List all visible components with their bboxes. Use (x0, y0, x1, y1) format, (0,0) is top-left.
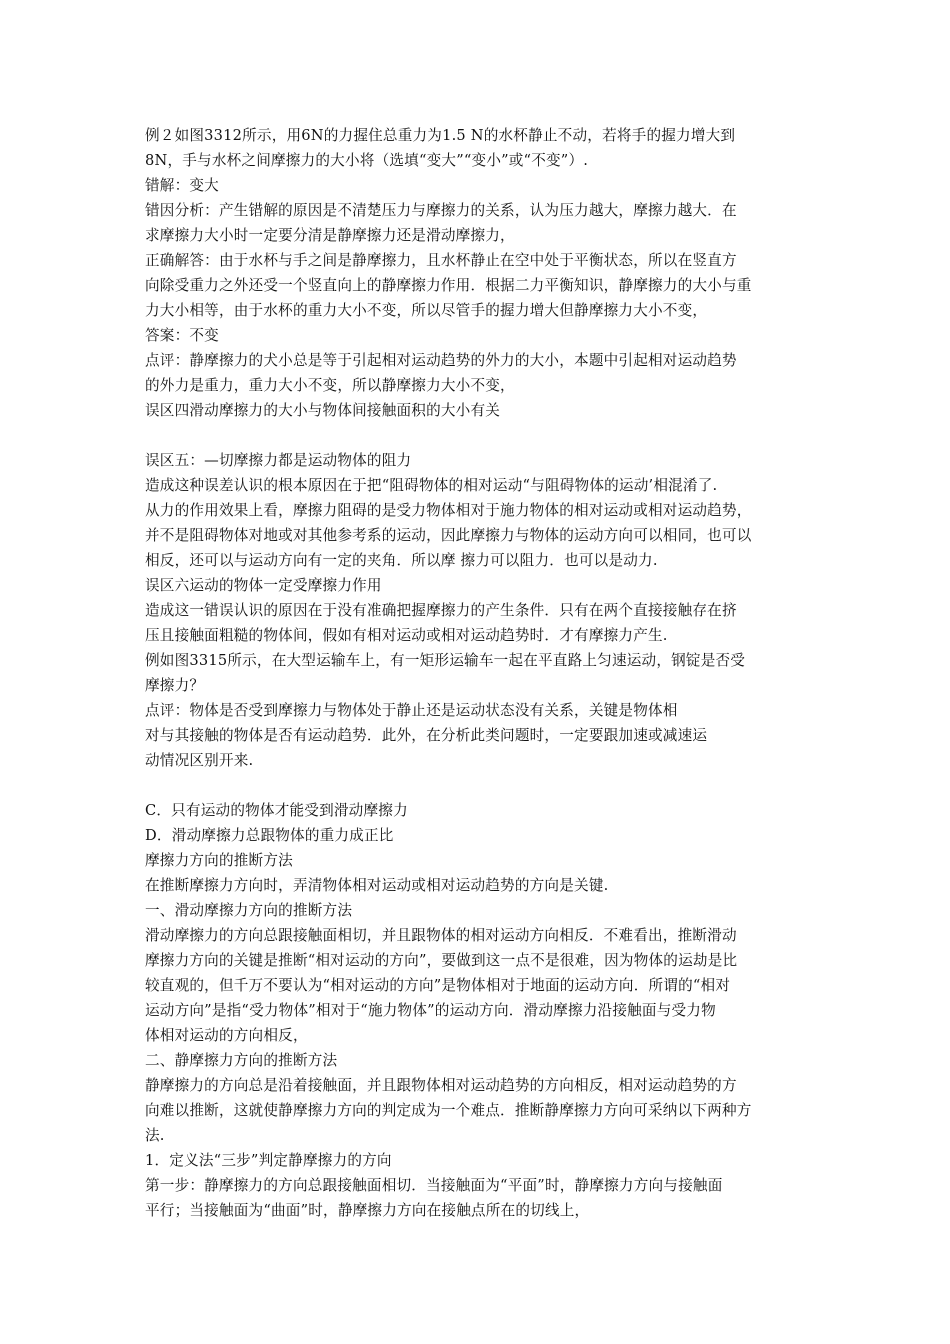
text-line: 对与其接触的物体是否有运动趋势．此外，在分析此类问题时，一定要跟加速或减速运 (145, 727, 708, 744)
text-line: 误区六运动的物体一定受摩擦力作用 (145, 577, 382, 594)
text-line: 向除受重力之外还受一个竖直向上的静摩擦力作用．根据二力平衡知识，静摩擦力的大小与重 (145, 277, 752, 294)
text-line: 在推断摩擦力方向时，弄清物体相对运动或相对运动趋势的方向是关键. (145, 877, 609, 894)
text-line: 1．定义法“三步”判定静摩擦力的方向 (145, 1152, 392, 1169)
text-line: 造成这一错误认识的原因在于没有准确把握摩擦力的产生条件．只有在两个直接接触存在挤 (145, 602, 737, 619)
text-line: 求摩擦力大小时一定要分清是静摩擦力还是滑动摩擦力， (145, 227, 515, 244)
text-line: 摩擦力方向的关键是推断“相对运动的方向”，要做到这一点不是很难，因为物体的运劫是比 (145, 952, 738, 969)
text-line: 正确解答：由于水杯与手之间是静摩擦力，且水杯静止在空中处于平衡状态，所以在竖直方 (145, 252, 737, 269)
text-line: 向难以推断，这就使静摩擦力方向的判定成为一个难点．推断静摩擦力方向可采纳以下两种方 (145, 1102, 752, 1119)
text-line: 较直观的，但千万不要认为“相对运动的方向”是物体相对于地面的运动方向．所谓的“相对 (145, 977, 731, 994)
text-line: 错因分析：产生错解的原因是不清楚压力与摩擦力的关系，认为压力越大，摩擦力越大．在 (145, 202, 737, 219)
text-line: 点评：物体是否受到摩擦力与物体处于静止还是运动状态没有关系，关键是物体相 (145, 702, 678, 719)
text-line: 平行；当接触面为“曲面”时，静摩擦力方向在接触点所在的切线上， (145, 1202, 590, 1219)
text-line: 错解：变大 (145, 177, 219, 194)
text-line: 第一步：静摩擦力的方向总跟接触面相切．当接触面为“平面”时，静摩擦力方向与接触面 (145, 1177, 723, 1194)
text-line: 力大小相等，由于水杯的重力大小不变，所以尽管手的握力增大但静摩擦力大小不变， (145, 302, 708, 319)
text-line: 误区五：—切摩擦力都是运动物体的阻力 (145, 452, 412, 469)
text-line: 法. (145, 1127, 165, 1144)
text-line: D．滑动摩擦力总跟物体的重力成正比 (145, 827, 394, 844)
text-line: 8N，手与水杯之间摩擦力的大小将（选填“变大”“变小”或“不变”）. (145, 152, 589, 169)
text-line: 动情况区别开来. (145, 752, 254, 769)
text-line: 的外力是重力，重力大小不变，所以静摩擦力大小不变， (145, 377, 515, 394)
text-line: 答案：不变 (145, 327, 219, 344)
text-line: 并不是阻碍物体对地或对其他参考系的运动，因此摩擦力与物体的运动方向可以相同，也可以 (145, 527, 752, 544)
text-line: 摩擦力方向的推断方法 (145, 852, 293, 869)
text-line: 造成这种误差认识的根本原因在于把“阻碍物体的相对运动“与阻碍物体的运动’相混淆了. (145, 477, 718, 494)
text-line: 例２如图3312所示，用6N的力握住总重力为1.5 N的水杯静止不动，若将手的握力增大到 (145, 127, 736, 144)
text-line: 误区四滑动摩擦力的大小与物体间接触面积的大小有关 (145, 402, 501, 419)
text-line: 体相对运动的方向相反， (145, 1027, 308, 1044)
text-line: 滑动摩擦力的方向总跟接触面相切，并且跟物体的相对运动方向相反．不难看出，推断滑动 (145, 927, 737, 944)
text-line: 相反，还可以与运动方向有一定的夹角．所以摩 擦力可以阻力．也可以是动力. (145, 552, 658, 569)
text-line: 从力的作用效果上看，摩擦力阻碍的是受力物体相对于施力物体的相对运动或相对运动趋势， (145, 502, 752, 519)
text-line: 静摩擦力的方向总是沿着接触面，并且跟物体相对运动趋势的方向相反，相对运动趋势的方 (145, 1077, 737, 1094)
text-line: 例如图3315所示，在大型运输车上，有一矩形运输车一起在平直路上匀速运动，钢锭是否受 (145, 652, 746, 669)
text-line: C．只有运动的物体才能受到滑动摩擦力 (145, 802, 408, 819)
text-line: 一、滑动摩擦力方向的推断方法 (145, 902, 353, 919)
text-line: 压且接触面粗糙的物体间，假如有相对运动或相对运动趋势时．才有摩擦力产生. (145, 627, 668, 644)
text-line: 点评：静摩擦力的犬小总是等于引起相对运动趋势的外力的大小，本题中引起相对运动趋势 (145, 352, 737, 369)
text-line: 二、静摩擦力方向的推断方法 (145, 1052, 338, 1069)
text-line: 摩擦力？ (145, 677, 205, 694)
text-line: 运动方向”是指“受力物体”相对于“施力物体”的运动方向．滑动摩擦力沿接触面与受力物 (145, 1002, 716, 1019)
